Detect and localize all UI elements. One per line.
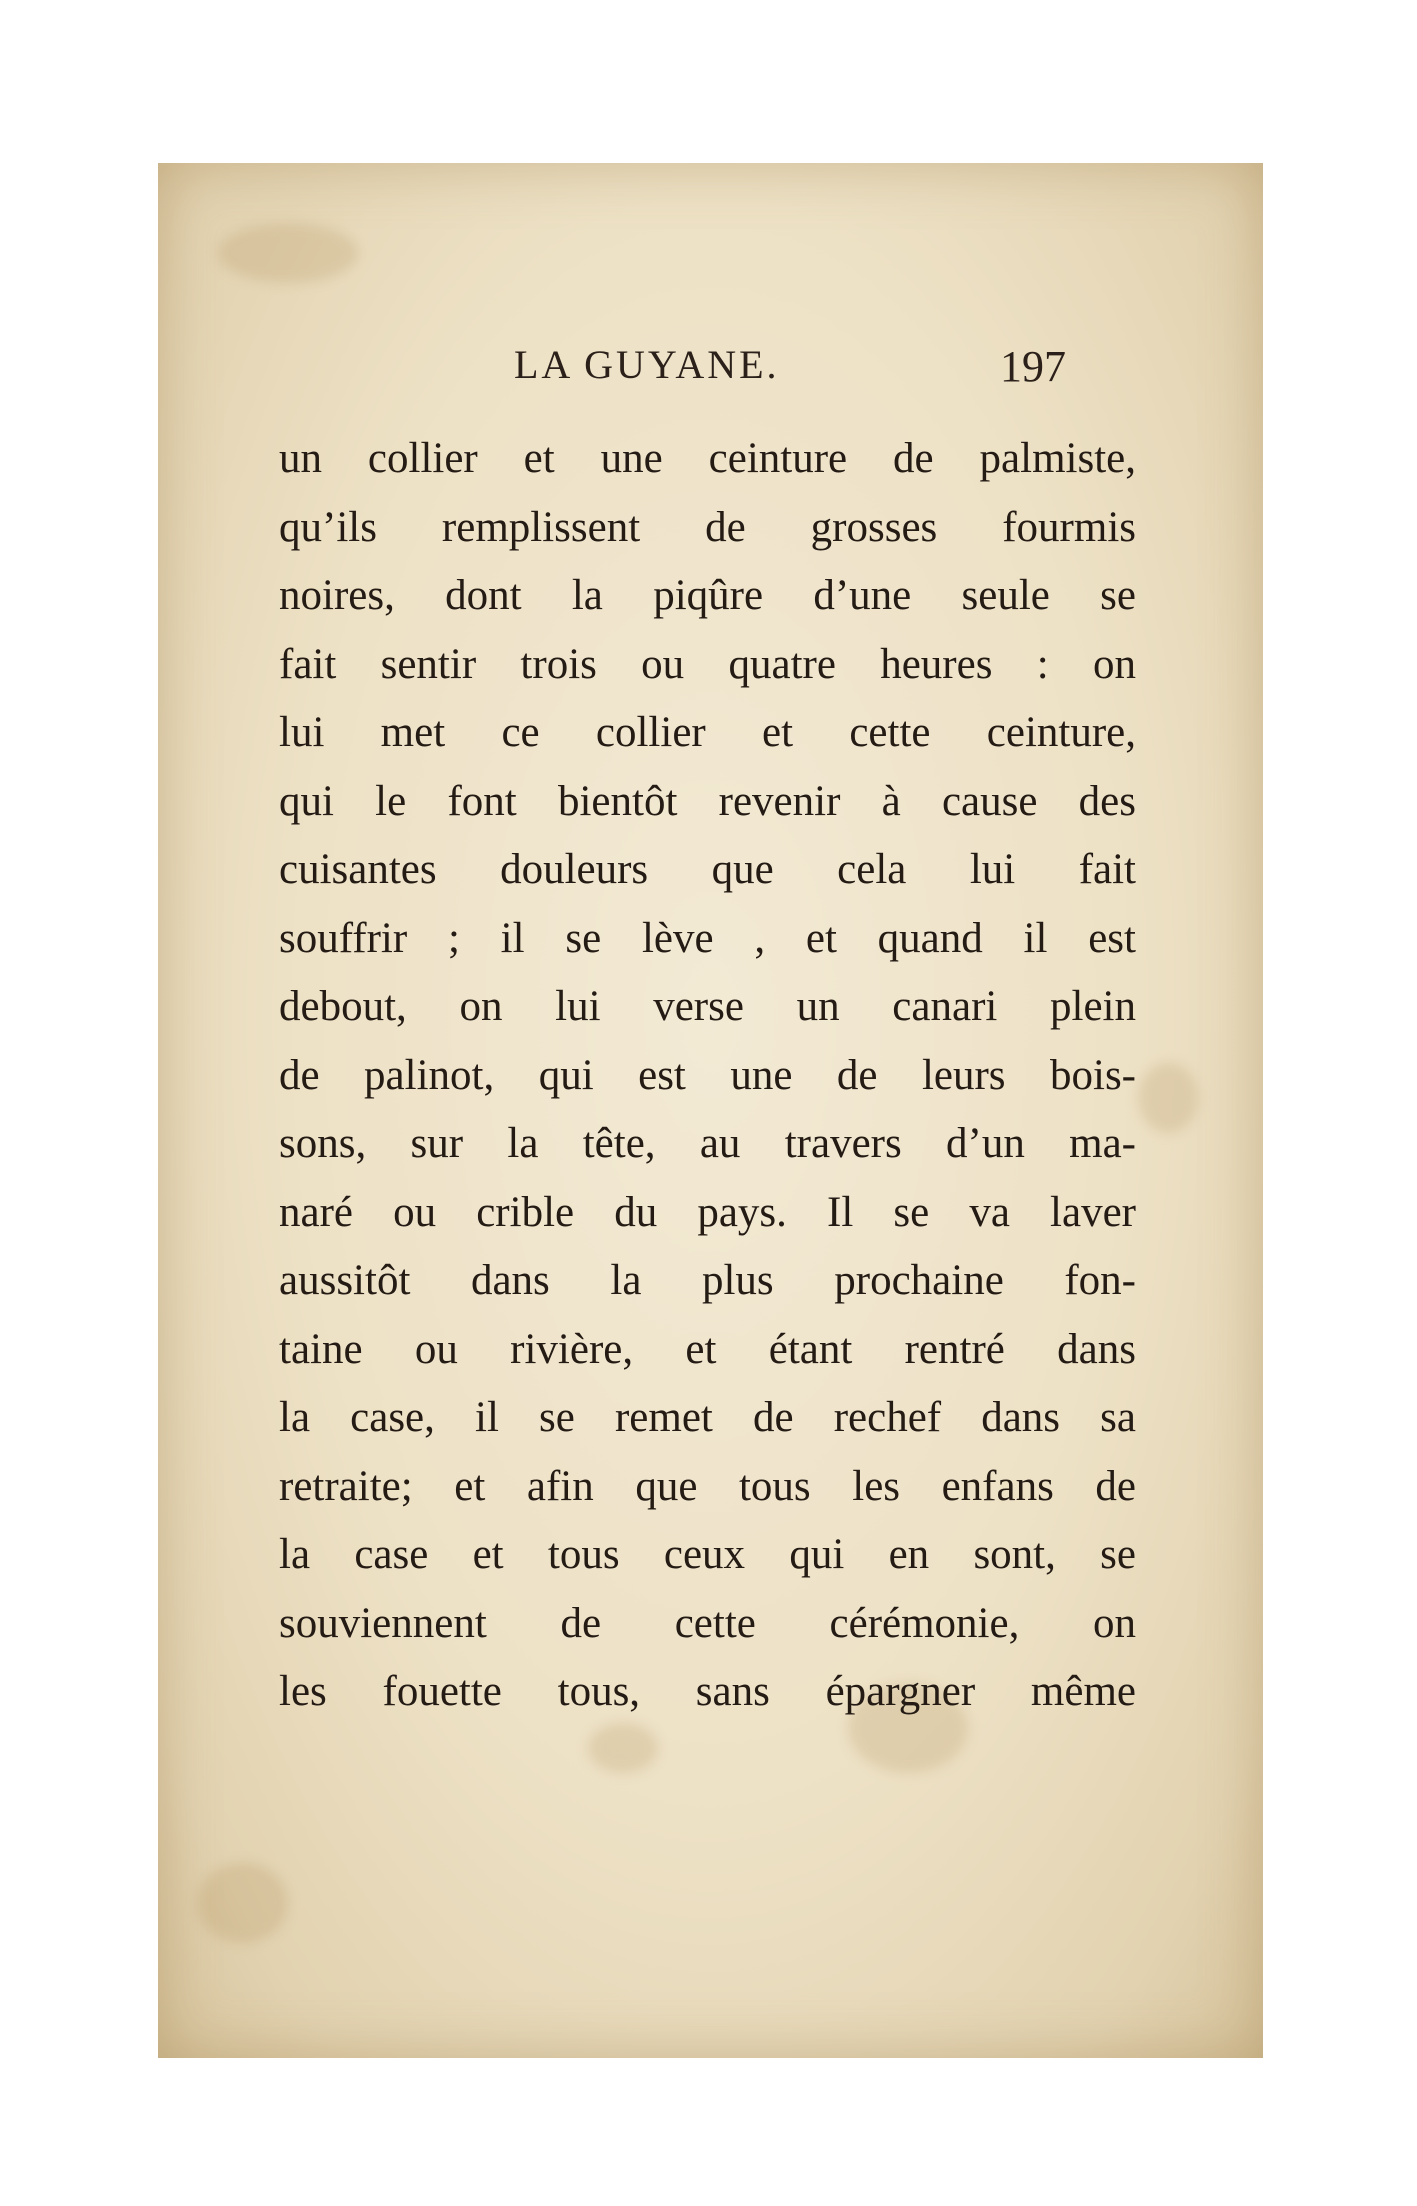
text-line: les fouette tous, sans épargner même bbox=[279, 1668, 1136, 1715]
text-line: la case et tous ceux qui en sont, se bbox=[279, 1531, 1136, 1578]
text-line: taine ou rivière, et étant rentré dans bbox=[279, 1325, 1136, 1373]
paper-stain bbox=[218, 223, 358, 283]
text-line: aussitôt dans la plus prochaine fon- bbox=[279, 1257, 1136, 1304]
text-line: la case, il se remet de rechef dans sa bbox=[279, 1394, 1136, 1441]
scanned-page bbox=[158, 163, 1263, 2058]
text-line: un collier et une ceinture de palmiste, bbox=[279, 435, 1136, 482]
text-line: sons, sur la tête, au travers d’un ma- bbox=[279, 1120, 1136, 1167]
text-line: souffrir ; il se lève , et quand il est bbox=[279, 914, 1136, 962]
text-line: qu’ils remplissent de grosses fourmis bbox=[279, 503, 1136, 551]
text-line: cuisantes douleurs que cela lui fait bbox=[279, 846, 1136, 893]
text-line: debout, on lui verse un canari plein bbox=[279, 983, 1136, 1030]
page-header bbox=[158, 341, 1263, 401]
text-line: souviennent de cette cérémonie, on bbox=[279, 1599, 1136, 1647]
text-line: fait sentir trois ou quatre heures : on bbox=[279, 640, 1136, 688]
text-line: naré ou crible du pays. Il se va laver bbox=[279, 1188, 1136, 1236]
running-title: LA GUYANE. bbox=[514, 342, 780, 387]
text-line: de palinot, qui est une de leurs bois- bbox=[279, 1051, 1136, 1099]
text-line: noires, dont la piqûre d’une seule se bbox=[279, 572, 1136, 619]
text-line: lui met ce collier et cette ceinture, bbox=[279, 709, 1136, 756]
page-number: 197 bbox=[1000, 342, 1066, 391]
paper-stain bbox=[198, 1863, 288, 1943]
text-line: retraite; et afin que tous les enfans de bbox=[279, 1462, 1136, 1510]
text-line: qui le font bientôt revenir à cause des bbox=[279, 777, 1136, 825]
paper-stain bbox=[588, 1723, 658, 1773]
body-text bbox=[279, 425, 1136, 1727]
paper-stain bbox=[1138, 1063, 1198, 1133]
